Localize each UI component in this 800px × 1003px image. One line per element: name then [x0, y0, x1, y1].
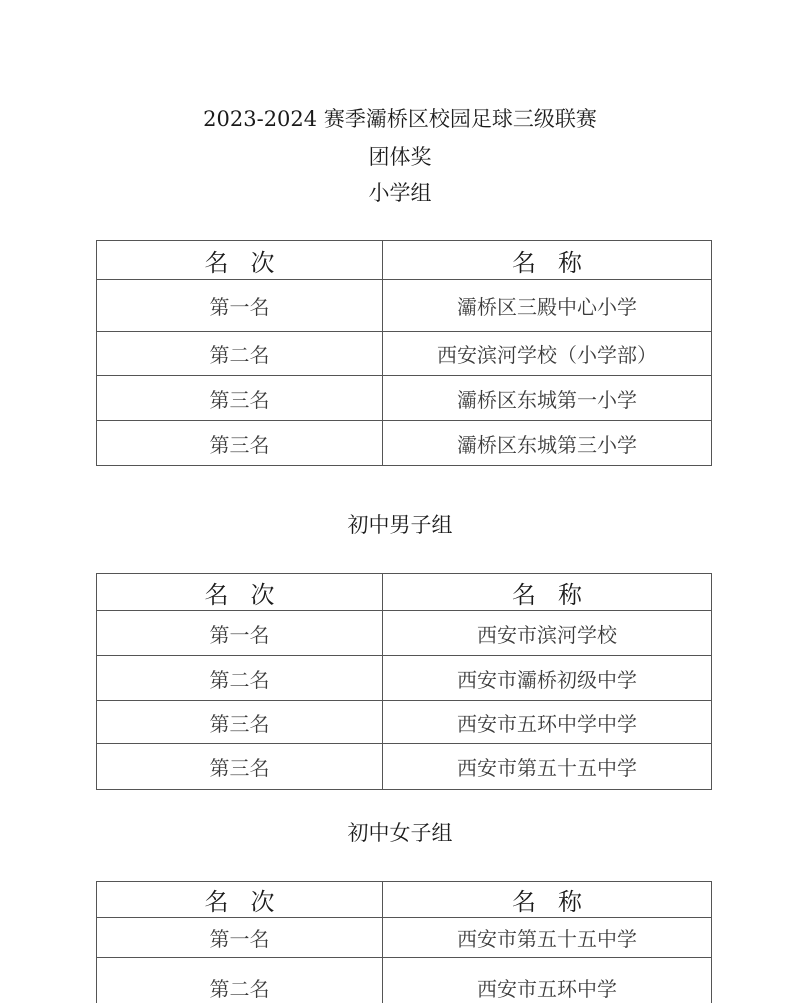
header-name-label: 名称: [512, 580, 604, 609]
table-header-row: [97, 882, 712, 918]
header-rank-label: 名次: [204, 580, 297, 609]
school-name-cell: 西安市灞桥初级中学: [383, 656, 712, 701]
header-rank: [97, 882, 383, 918]
school-name-cell: 西安市滨河学校: [383, 611, 712, 656]
school-name-cell: 西安市第五十五中学: [383, 918, 712, 958]
table-row: [97, 958, 712, 1003]
rank-cell: 第二名: [97, 332, 383, 376]
rank-cell: 第二名: [97, 958, 383, 1003]
rank-cell: 第一名: [97, 611, 383, 656]
header-name: [383, 882, 712, 918]
school-name-cell: 西安市五环中学: [383, 958, 712, 1003]
school-name-cell: 灞桥区东城第三小学: [383, 421, 712, 466]
award-type-title: 团体奖: [368, 145, 432, 169]
section-title-junior-boys: 初中男子组: [347, 513, 453, 537]
school-name-cell: 灞桥区三殿中心小学: [383, 280, 712, 332]
header-name-label: 名称: [512, 888, 604, 916]
school-name-cell: 灞桥区东城第一小学: [383, 376, 712, 421]
rank-cell: 第三名: [97, 376, 383, 421]
header-rank-label: 名次: [204, 888, 297, 916]
rank-cell: 第三名: [97, 744, 383, 790]
junior-girls-table: [96, 881, 712, 1003]
header-rank-label: 名次: [204, 248, 297, 277]
section-title-junior-girls: 初中女子组: [347, 821, 453, 845]
table-row: [97, 918, 712, 958]
section-title-primary: 小学组: [368, 181, 432, 205]
header-name-label: 名称: [512, 248, 604, 277]
rank-cell: 第一名: [97, 280, 383, 332]
document-title: 2023-2024 赛季灞桥区校园足球三级联赛: [203, 107, 597, 131]
school-name-cell: 西安滨河学校（小学部）: [383, 332, 712, 376]
rank-cell: 第一名: [97, 918, 383, 958]
rank-cell: 第三名: [97, 701, 383, 744]
school-name-cell: 西安市五环中学中学: [383, 701, 712, 744]
rank-cell: 第二名: [97, 656, 383, 701]
rank-cell: 第三名: [97, 421, 383, 466]
school-name-cell: 西安市第五十五中学: [383, 744, 712, 790]
